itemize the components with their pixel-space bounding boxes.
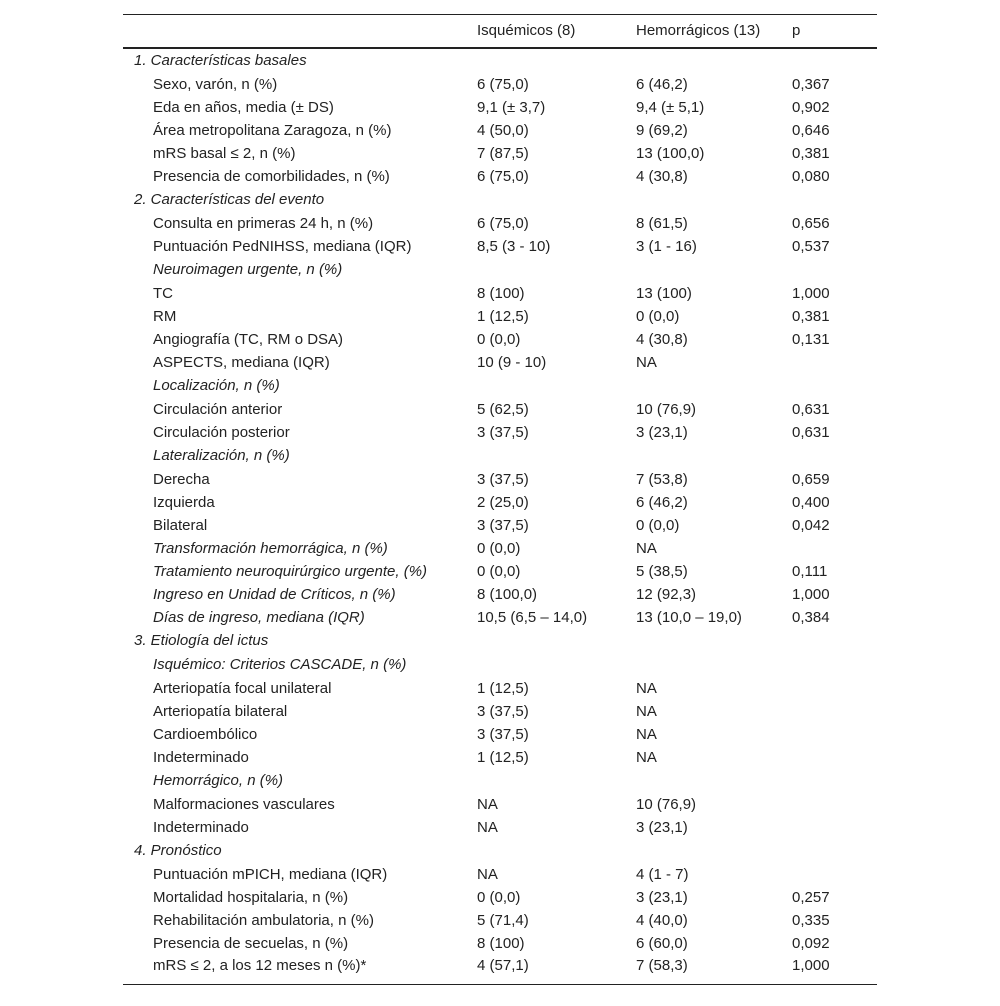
cell-hemorragicos: 5 (38,5) bbox=[636, 562, 688, 580]
subsection-title: Localización, n (%) bbox=[153, 377, 280, 394]
cell-isquemicos: 8 (100) bbox=[477, 284, 525, 302]
cell-isquemicos: 8 (100,0) bbox=[477, 585, 538, 603]
cell-hemorragicos: 6 (60,0) bbox=[636, 934, 688, 952]
cell-isquemicos: 1 (12,5) bbox=[477, 748, 529, 766]
row-label: ASPECTS, mediana (IQR) bbox=[153, 353, 330, 371]
cell-hemorragicos: 3 (1 - 16) bbox=[636, 237, 697, 255]
cell-hemorragicos: 4 (1 - 7) bbox=[636, 865, 689, 883]
table-row bbox=[123, 583, 877, 606]
cell-hemorragicos: 8 (61,5) bbox=[636, 214, 688, 232]
cell-p-value: 0,042 bbox=[792, 516, 830, 534]
row-label: mRS basal ≤ 2, n (%) bbox=[153, 144, 296, 162]
section-title: 3. Etiología del ictus bbox=[134, 632, 269, 649]
subsection-title: Isquémico: Criterios CASCADE, n (%) bbox=[153, 656, 407, 673]
cell-hemorragicos: 6 (46,2) bbox=[636, 493, 688, 511]
row-label: Circulación anterior bbox=[153, 400, 283, 418]
table-row bbox=[123, 537, 877, 560]
row-label: Presencia de comorbilidades, n (%) bbox=[153, 167, 390, 185]
cell-hemorragicos: 13 (100) bbox=[636, 284, 692, 302]
cell-p-value bbox=[792, 723, 877, 746]
cell-hemorragicos: 4 (30,8) bbox=[636, 330, 688, 348]
cell-hemorragicos: 12 (92,3) bbox=[636, 585, 697, 603]
row-label: Ingreso en Unidad de Críticos, n (%) bbox=[153, 585, 396, 603]
table-row bbox=[123, 955, 877, 985]
table-row bbox=[123, 909, 877, 932]
cell-isquemicos: 9,1 (± 3,7) bbox=[477, 98, 546, 116]
table-row bbox=[123, 282, 877, 305]
header-row bbox=[123, 15, 877, 48]
row-label: TC bbox=[153, 284, 173, 302]
cell-p-value: 0,335 bbox=[792, 911, 830, 929]
cell-p-value: 0,092 bbox=[792, 934, 830, 952]
table-row bbox=[123, 305, 877, 328]
row-label: Transformación hemorrágica, n (%) bbox=[153, 539, 388, 557]
cell-isquemicos: 5 (62,5) bbox=[477, 400, 529, 418]
table-row bbox=[123, 491, 877, 514]
cell-isquemicos: 6 (75,0) bbox=[477, 214, 529, 232]
cell-p-value: 0,659 bbox=[792, 470, 830, 488]
row-label: Indeterminado bbox=[153, 818, 249, 836]
cell-hemorragicos: 9 (69,2) bbox=[636, 121, 688, 139]
cell-p-value: 0,902 bbox=[792, 98, 830, 116]
cell-p-value: 0,367 bbox=[792, 75, 830, 93]
table-body bbox=[123, 48, 877, 985]
table-row bbox=[123, 723, 877, 746]
table-row bbox=[123, 677, 877, 700]
table-row bbox=[123, 793, 877, 816]
cell-p-value: 0,631 bbox=[792, 423, 830, 441]
cell-isquemicos: 8,5 (3 - 10) bbox=[477, 237, 551, 255]
cell-p-value: 0,400 bbox=[792, 493, 830, 511]
row-label: Angiografía (TC, RM o DSA) bbox=[153, 330, 344, 348]
row-label: Derecha bbox=[153, 470, 210, 488]
cell-p-value: 1,000 bbox=[792, 284, 830, 302]
table-row bbox=[123, 746, 877, 769]
cell-p-value: 0,111 bbox=[792, 562, 828, 580]
cell-isquemicos: 3 (37,5) bbox=[477, 702, 529, 720]
cell-isquemicos: 3 (37,5) bbox=[477, 516, 529, 534]
table-header bbox=[123, 15, 877, 48]
cell-isquemicos: 10,5 (6,5 – 14,0) bbox=[477, 608, 588, 626]
header-p: p bbox=[792, 15, 877, 48]
cell-p-value: 0,646 bbox=[792, 121, 830, 139]
subsection-header-row bbox=[123, 444, 877, 468]
cell-isquemicos: 6 (75,0) bbox=[477, 167, 529, 185]
cell-hemorragicos: 7 (58,3) bbox=[636, 955, 792, 985]
cell-isquemicos: 1 (12,5) bbox=[477, 679, 529, 697]
table-row bbox=[123, 421, 877, 444]
cell-hemorragicos: 6 (46,2) bbox=[636, 75, 688, 93]
cell-isquemicos: 3 (37,5) bbox=[477, 725, 529, 743]
row-label: Eda en años, media (± DS) bbox=[153, 98, 334, 116]
cell-p-value bbox=[792, 863, 877, 886]
section-title: 1. Características basales bbox=[134, 52, 307, 69]
section-header-row bbox=[123, 839, 877, 863]
table-row bbox=[123, 886, 877, 909]
cell-isquemicos: 4 (50,0) bbox=[477, 121, 529, 139]
table-row bbox=[123, 514, 877, 537]
table-row bbox=[123, 351, 877, 374]
cell-p-value: 1,000 bbox=[792, 955, 877, 985]
row-label: Sexo, varón, n (%) bbox=[153, 75, 278, 93]
row-label: Malformaciones vasculares bbox=[153, 795, 335, 813]
table-row bbox=[123, 119, 877, 142]
subsection-header-row bbox=[123, 653, 877, 677]
row-label: Circulación posterior bbox=[153, 423, 290, 441]
cell-hemorragicos: 3 (23,1) bbox=[636, 888, 688, 906]
cell-p-value: 0,131 bbox=[792, 330, 830, 348]
section-header-row bbox=[123, 48, 877, 73]
cell-p-value bbox=[792, 537, 877, 560]
cell-hemorragicos: NA bbox=[636, 725, 657, 743]
cell-p-value: 0,537 bbox=[792, 237, 830, 255]
table-row bbox=[123, 560, 877, 583]
cell-p-value: 0,384 bbox=[792, 608, 830, 626]
cell-hemorragicos: 0 (0,0) bbox=[636, 307, 680, 325]
cell-hemorragicos: 4 (30,8) bbox=[636, 167, 688, 185]
section-header-row bbox=[123, 188, 877, 212]
cell-p-value bbox=[792, 351, 877, 374]
cell-p-value bbox=[792, 816, 877, 839]
row-label: Izquierda bbox=[153, 493, 215, 511]
comparison-table bbox=[123, 14, 877, 985]
table-row bbox=[123, 165, 877, 188]
cell-p-value: 0,381 bbox=[792, 144, 830, 162]
cell-p-value bbox=[792, 700, 877, 723]
cell-isquemicos: 3 (37,5) bbox=[477, 470, 529, 488]
cell-p-value bbox=[792, 677, 877, 700]
row-label: Bilateral bbox=[153, 516, 208, 534]
cell-isquemicos: 3 (37,5) bbox=[477, 423, 529, 441]
cell-hemorragicos: 13 (100,0) bbox=[636, 144, 705, 162]
cell-p-value: 0,080 bbox=[792, 167, 830, 185]
table-row bbox=[123, 235, 877, 258]
cell-isquemicos: 1 (12,5) bbox=[477, 307, 529, 325]
row-label: Área metropolitana Zaragoza, n (%) bbox=[153, 121, 392, 139]
subsection-header-row bbox=[123, 258, 877, 282]
cell-isquemicos: NA bbox=[477, 818, 498, 836]
row-label: Indeterminado bbox=[153, 748, 249, 766]
cell-hemorragicos: 3 (23,1) bbox=[636, 818, 688, 836]
row-label: Tratamiento neuroquirúrgico urgente, (%) bbox=[153, 562, 428, 580]
cell-p-value: 0,257 bbox=[792, 888, 830, 906]
row-label: Cardioembólico bbox=[153, 725, 258, 743]
table-row bbox=[123, 468, 877, 491]
cell-isquemicos: NA bbox=[477, 865, 498, 883]
cell-hemorragicos: NA bbox=[636, 353, 657, 371]
cell-isquemicos: 7 (87,5) bbox=[477, 144, 529, 162]
cell-hemorragicos: 10 (76,9) bbox=[636, 795, 697, 813]
cell-isquemicos: 6 (75,0) bbox=[477, 75, 529, 93]
section-title: 2. Características del evento bbox=[134, 191, 325, 208]
cell-hemorragicos: NA bbox=[636, 679, 657, 697]
header-hemorragicos: Hemorrágicos (13) bbox=[636, 15, 792, 48]
cell-hemorragicos: 7 (53,8) bbox=[636, 470, 688, 488]
row-label: RM bbox=[153, 307, 177, 325]
cell-hemorragicos: 3 (23,1) bbox=[636, 423, 688, 441]
cell-isquemicos: 0 (0,0) bbox=[477, 888, 521, 906]
cell-isquemicos: 0 (0,0) bbox=[477, 330, 521, 348]
cell-isquemicos: 0 (0,0) bbox=[477, 562, 521, 580]
table-row bbox=[123, 932, 877, 955]
cell-hemorragicos: 4 (40,0) bbox=[636, 911, 688, 929]
section-title: 4. Pronóstico bbox=[134, 842, 222, 859]
cell-p-value: 1,000 bbox=[792, 585, 830, 603]
row-label: Puntuación mPICH, mediana (IQR) bbox=[153, 865, 388, 883]
row-label: Arteriopatía focal unilateral bbox=[153, 679, 332, 697]
table-row bbox=[123, 816, 877, 839]
cell-isquemicos: 10 (9 - 10) bbox=[477, 353, 547, 371]
cell-isquemicos: 8 (100) bbox=[477, 934, 525, 952]
cell-hemorragicos: NA bbox=[636, 539, 657, 557]
subsection-title: Neuroimagen urgente, n (%) bbox=[153, 261, 343, 278]
cell-hemorragicos: NA bbox=[636, 702, 657, 720]
cell-hemorragicos: 9,4 (± 5,1) bbox=[636, 98, 705, 116]
cell-hemorragicos: 13 (10,0 – 19,0) bbox=[636, 608, 742, 626]
cell-hemorragicos: 10 (76,9) bbox=[636, 400, 697, 418]
table-row bbox=[123, 606, 877, 629]
table-row bbox=[123, 863, 877, 886]
cell-isquemicos: 5 (71,4) bbox=[477, 911, 529, 929]
row-label: Arteriopatía bilateral bbox=[153, 702, 288, 720]
cell-p-value: 0,631 bbox=[792, 400, 830, 418]
cell-isquemicos: 2 (25,0) bbox=[477, 493, 529, 511]
row-label: Presencia de secuelas, n (%) bbox=[153, 934, 349, 952]
section-header-row bbox=[123, 629, 877, 653]
row-label: Consulta en primeras 24 h, n (%) bbox=[153, 214, 374, 232]
subsection-header-row bbox=[123, 769, 877, 793]
row-label: Puntuación PedNIHSS, mediana (IQR) bbox=[153, 237, 412, 255]
subsection-title: Hemorrágico, n (%) bbox=[153, 772, 284, 789]
cell-p-value bbox=[792, 746, 877, 769]
cell-hemorragicos: NA bbox=[636, 748, 657, 766]
table-row bbox=[123, 73, 877, 96]
table-row bbox=[123, 328, 877, 351]
header-label bbox=[123, 15, 477, 48]
cell-isquemicos: NA bbox=[477, 795, 498, 813]
cell-p-value bbox=[792, 793, 877, 816]
row-label: Rehabilitación ambulatoria, n (%) bbox=[153, 911, 374, 929]
row-label: mRS ≤ 2, a los 12 meses n (%)* bbox=[123, 955, 477, 985]
table-row bbox=[123, 142, 877, 165]
table-row bbox=[123, 700, 877, 723]
cell-isquemicos: 0 (0,0) bbox=[477, 539, 521, 557]
row-label: Días de ingreso, mediana (IQR) bbox=[153, 608, 365, 626]
table-row bbox=[123, 212, 877, 235]
cell-isquemicos: 4 (57,1) bbox=[477, 955, 636, 985]
row-label: Mortalidad hospitalaria, n (%) bbox=[153, 888, 349, 906]
header-isquemicos: Isquémicos (8) bbox=[477, 15, 636, 48]
cell-p-value: 0,656 bbox=[792, 214, 830, 232]
subsection-header-row bbox=[123, 374, 877, 398]
cell-hemorragicos: 0 (0,0) bbox=[636, 516, 680, 534]
subsection-title: Lateralización, n (%) bbox=[153, 447, 290, 464]
table-row bbox=[123, 96, 877, 119]
cell-p-value: 0,381 bbox=[792, 307, 830, 325]
table-row bbox=[123, 398, 877, 421]
